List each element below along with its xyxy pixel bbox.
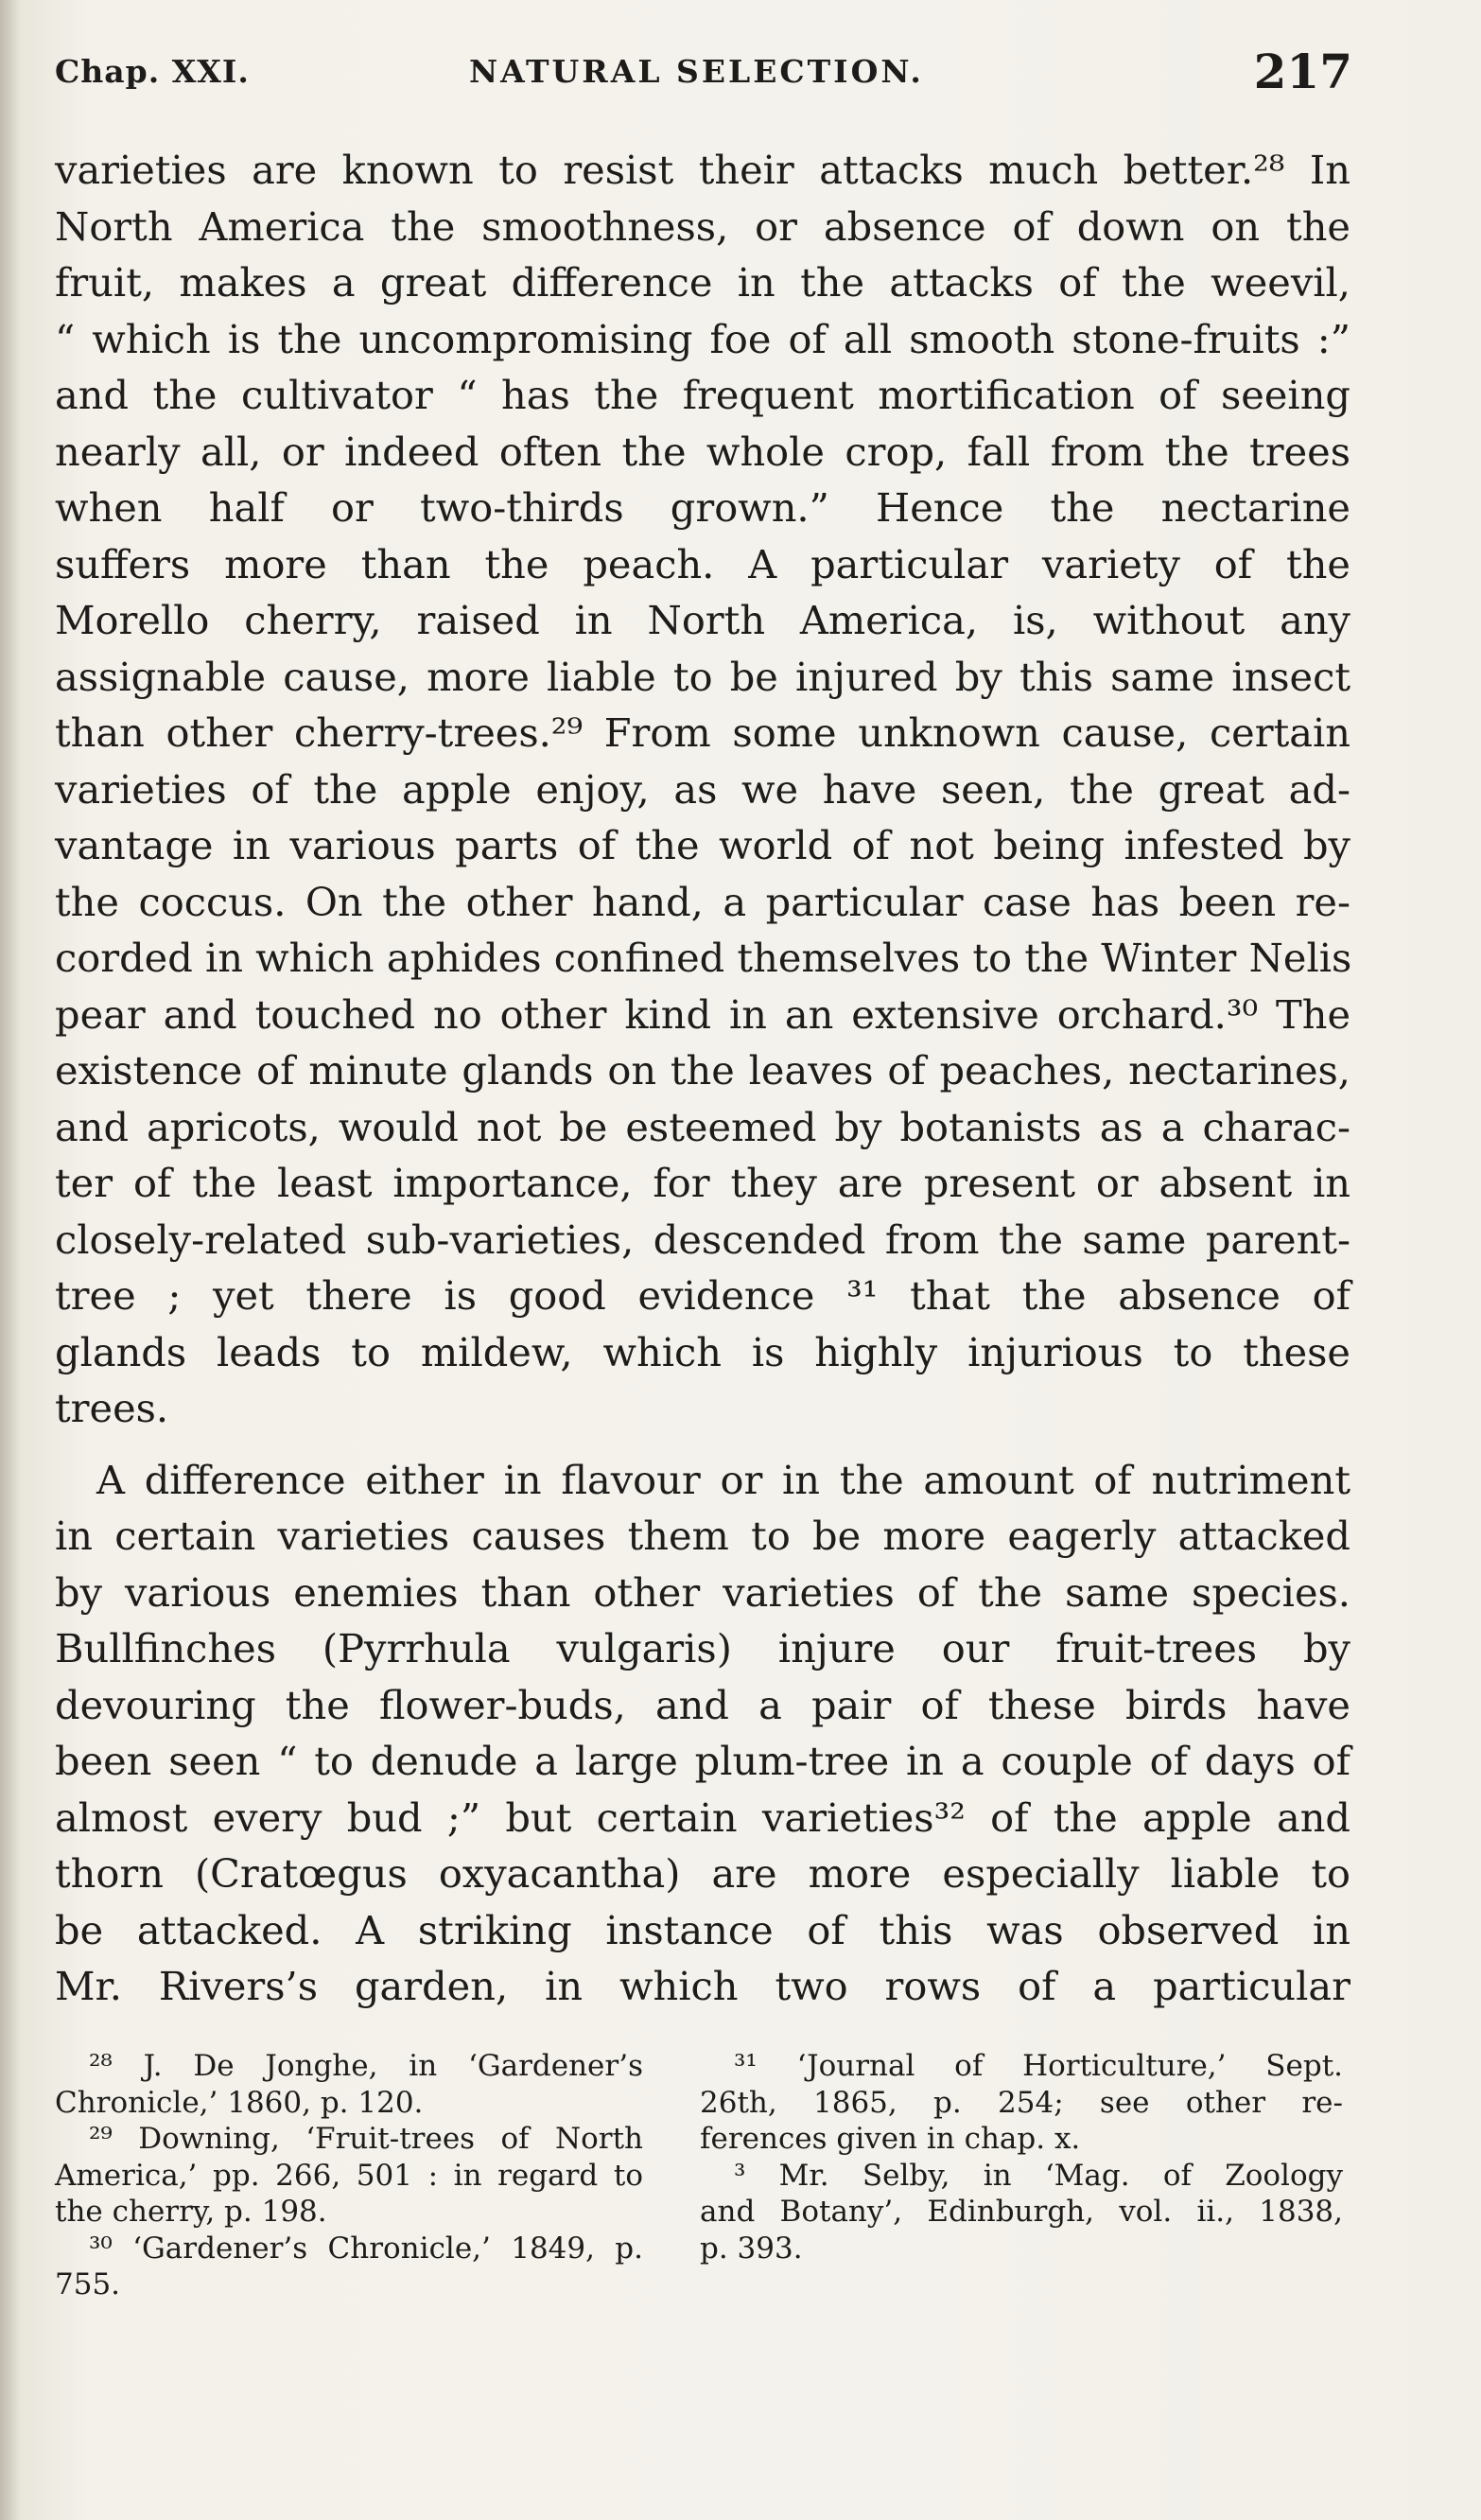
- text-line: “ which is the uncompromising foe of all smooth stone-fruits :”: [55, 315, 1350, 362]
- footnote-line: and Botany’, Edinburgh, vol. ii., 1838,: [700, 2195, 1343, 2229]
- footnote-line: 755.: [55, 2267, 121, 2301]
- text-line: thorn (Cratœgus oxyacantha) are more especially liable to: [55, 1850, 1350, 1897]
- binding-shadow: [0, 0, 21, 2520]
- paragraph-2: [55, 1452, 1350, 2015]
- text-line: suffers more than the peach. A particular variety of the: [55, 540, 1350, 587]
- text-line: Morello cherry, raised in North America, is, without any: [55, 597, 1350, 643]
- footnotes-left: [55, 2048, 643, 2303]
- text-line: Mr. Rivers’s garden, in which two rows of a particular: [55, 1963, 1350, 2009]
- text-line: almost every bud ;” but certain varieties³² of the apple and: [55, 1794, 1350, 1841]
- text-line: by various enemies than other varieties of the same species.: [55, 1568, 1350, 1616]
- text-line: trees.: [55, 1385, 169, 1431]
- text-line: been seen “ to denude a large plum-tree in a couple of days of: [55, 1738, 1350, 1784]
- text-line: than other cherry-trees.²⁹ From some unknown cause, certain: [55, 709, 1350, 756]
- footnote-line: ³⁰ ‘Gardener’s Chronicle,’ 1849, p.: [89, 2231, 643, 2266]
- text-line: glands leads to mildew, which is highly injurious to these: [55, 1328, 1350, 1375]
- running-title: NATURAL SELECTION.: [469, 53, 924, 90]
- text-line: be attacked. A striking instance of this was observed in: [55, 1906, 1350, 1953]
- footnote-line: ²⁹ Downing, ‘Fruit-trees of North: [89, 2122, 643, 2156]
- text-line: in certain varieties causes them to be more eagerly attacked: [55, 1513, 1350, 1559]
- text-line: North America the smoothness, or absence of down on the: [55, 202, 1350, 250]
- text-line: Bullfinches (Pyrrhula vulgaris) injure our fruit-trees by: [55, 1625, 1350, 1671]
- footnote-line: Chronicle,’ 1860, p. 120.: [55, 2085, 424, 2120]
- text-line: A difference either in flavour or in the amount of nutriment: [96, 1456, 1350, 1503]
- footnote-line: the cherry, p. 198.: [55, 2195, 327, 2229]
- footnote-line: America,’ pp. 266, 501 : in regard to: [55, 2158, 643, 2193]
- text-line: and the cultivator “ has the frequent mortification of seeing: [55, 372, 1350, 418]
- footnotes-right: [700, 2048, 1343, 2266]
- text-line: the coccus. On the other hand, a particular case has been re-: [55, 878, 1350, 925]
- text-line: devouring the flower-buds, and a pair of these birds have: [55, 1681, 1350, 1728]
- text-line: tree ; yet there is good evidence ³¹ that the absence of: [55, 1272, 1350, 1319]
- footnote-line: ³¹ ‘Journal of Horticulture,’ Sept.: [734, 2049, 1343, 2083]
- footnote-line: ferences given in chap. x.: [700, 2122, 1081, 2156]
- text-line: corded in which aphides confined themselves to the Winter Nelis: [55, 935, 1352, 981]
- body-text: [55, 142, 1350, 2015]
- text-line: varieties are known to resist their attacks much better.²⁸ In: [55, 147, 1350, 193]
- text-line: and apricots, would not be esteemed by botanists as a charac-: [55, 1103, 1350, 1150]
- text-line: existence of minute glands on the leaves of peaches, nectarines,: [55, 1047, 1350, 1094]
- text-line: when half or two-thirds grown.” Hence the nectarine: [55, 484, 1350, 531]
- text-line: assignable cause, more liable to be injured by this same insect: [55, 653, 1350, 700]
- running-header: [55, 44, 1352, 110]
- text-line: pear and touched no other kind in an extensive orchard.³⁰ The: [55, 990, 1350, 1038]
- footnote-line: ³ Mr. Selby, in ‘Mag. of Zoology: [734, 2158, 1343, 2193]
- text-line: closely-related sub-varieties, descended from the same parent-: [55, 1216, 1350, 1263]
- text-line: vantage in various parts of the world of not being infested by: [55, 822, 1350, 868]
- footnote-line: ²⁸ J. De Jonghe, in ‘Gardener’s: [89, 2049, 643, 2083]
- footnote-line: 26th, 1865, p. 254; see other re-: [700, 2085, 1343, 2120]
- text-line: varieties of the apple enjoy, as we have seen, the great ad-: [55, 765, 1350, 813]
- chapter-label: Chap. XXI.: [55, 53, 250, 90]
- text-line: nearly all, or indeed often the whole crop, fall from the trees: [55, 428, 1350, 475]
- text-line: ter of the least importance, for they are present or absent in: [55, 1160, 1350, 1206]
- footnote-line: p. 393.: [700, 2231, 803, 2266]
- paragraph-1: [55, 142, 1350, 1437]
- page-number: 217: [1253, 44, 1352, 99]
- text-line: fruit, makes a great difference in the attacks of the weevil,: [55, 259, 1350, 306]
